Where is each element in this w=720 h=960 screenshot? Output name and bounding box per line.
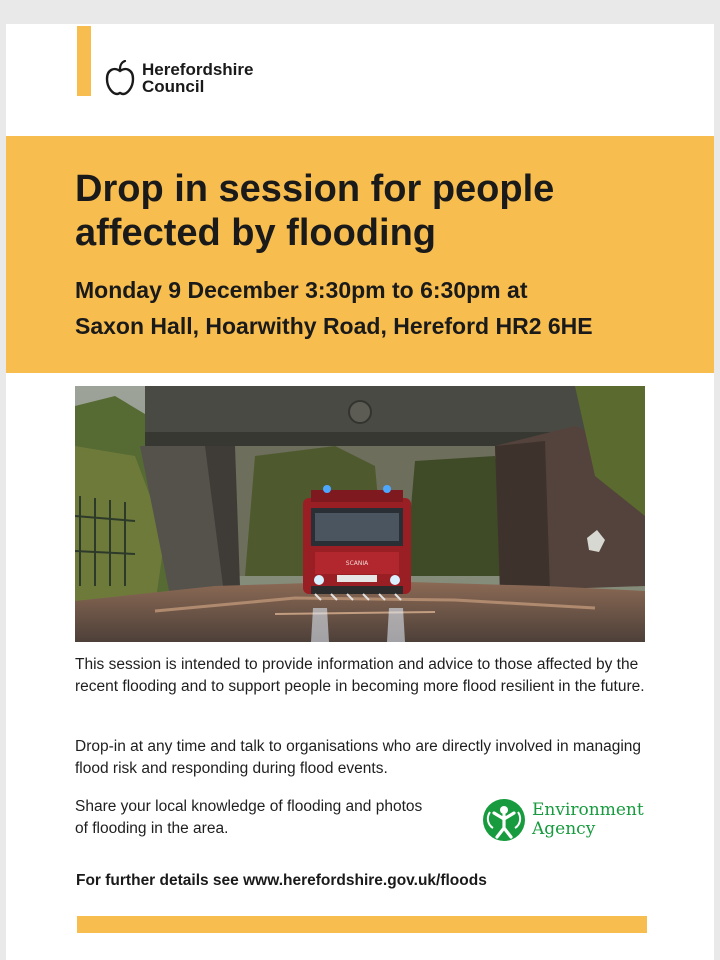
ea-name-line1: Environment — [532, 800, 644, 820]
event-venue: Saxon Hall, Hoarwithy Road, Hereford HR2 6HE — [75, 313, 593, 339]
further-details: For further details see www.herefordshire.gov.uk/floods — [76, 872, 487, 889]
council-name-line2: Council — [142, 77, 205, 96]
headline-banner — [6, 136, 714, 373]
flood-photo — [75, 386, 645, 642]
bottom-accent-bar — [77, 916, 647, 933]
headline: Drop in session for people affected by flooding — [75, 168, 555, 254]
flyer-page — [6, 24, 714, 960]
environment-agency-logo — [482, 798, 644, 842]
top-accent-bar — [77, 26, 91, 96]
ea-name-line2: Agency — [532, 819, 596, 839]
drop-in-paragraph: Drop-in at any time and talk to organisations who are directly involved in managing flood risk and responding during flood events. — [75, 738, 642, 777]
council-name-line1: Herefordshire — [142, 60, 254, 79]
tree-person-icon — [482, 798, 526, 842]
herefordshire-council-logo — [104, 60, 253, 96]
vehicle-badge: SCANIA — [345, 560, 369, 567]
event-date-time: Monday 9 December 3:30pm to 6:30pm at — [75, 277, 528, 303]
apple-icon — [104, 60, 136, 96]
intro-paragraph: This session is intended to provide information and advice to those affected by the recent flooding and to support people in becoming more flood resilient in the future. — [75, 656, 645, 695]
share-paragraph: Share your local knowledge of flooding and photos of flooding in the area. — [75, 798, 423, 837]
